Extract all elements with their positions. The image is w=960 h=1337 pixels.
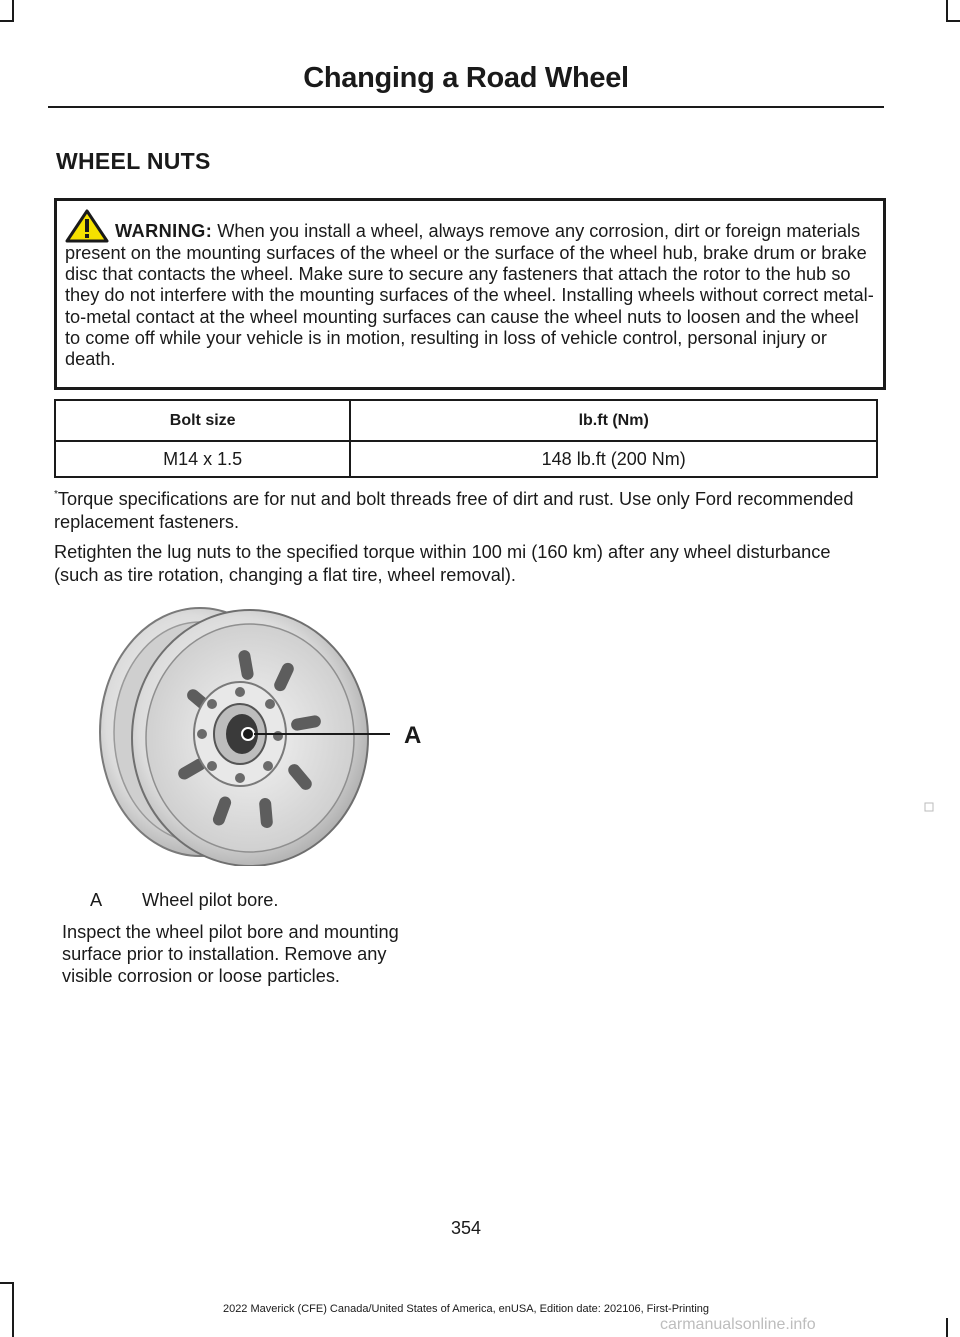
- crop-mark: [946, 1318, 948, 1337]
- torque-spec-table: [54, 399, 878, 478]
- warning-text: When you install a wheel, always remove any corrosion, dirt or foreign materials present on the mounting surfaces of the wheel or the surface of the wheel hub, brake drum or brake disc that contacts the wheel. Make sure to secure any fasteners that attach the rotor to the hub so they do not interfere with the mounting surfaces of the wheel. Installing wheels without correct metal-to-metal contact at the wheel mounting surfaces can cause the wheel nuts to loosen and the wheel to come off while your vehicle is in motion, resulting in loss of vehicle control, personal injury or death.: [65, 221, 874, 370]
- edition-footer: 2022 Maverick (CFE) Canada/United States of America, enUSA, Edition date: 202106, First-Printing: [222, 1303, 710, 1315]
- crop-mark: [12, 0, 14, 22]
- asterisk-mark: *: [54, 489, 58, 500]
- inspect-paragraph: Inspect the wheel pilot bore and mounting surface prior to installation. Remove any visible corrosion or loose particles.: [62, 922, 399, 986]
- torque-cell: 148 lb.ft (200 Nm): [350, 441, 877, 477]
- watermark: carmanualsonline.info: [660, 1316, 816, 1333]
- wheel-pilot-bore-figure: [90, 604, 440, 866]
- crop-mark: [0, 1282, 14, 1284]
- title-rule: [48, 106, 884, 108]
- bolt-size-cell: M14 x 1.5: [55, 441, 350, 477]
- crop-mark: [946, 0, 948, 22]
- crop-mark: [0, 20, 14, 22]
- caption-letter: A: [90, 890, 103, 910]
- header-bolt-size: Bolt size: [55, 400, 350, 441]
- callout-label-a: A: [404, 722, 422, 749]
- table-header-row: [55, 400, 877, 441]
- page-title: Changing a Road Wheel: [303, 62, 629, 94]
- torque-note: [54, 484, 874, 533]
- figure-reference-mark: [922, 800, 936, 814]
- table-row: [55, 441, 877, 477]
- caption-text: Wheel pilot bore.: [142, 890, 279, 910]
- warning-label: WARNING:: [115, 221, 213, 241]
- retighten-note: Retighten the lug nuts to the specified torque within 100 mi (160 km) after any wheel disturbance (such as tire rotation, changing a flat tire, wheel removal).: [54, 542, 831, 585]
- warning-triangle-icon: [65, 209, 109, 243]
- warning-box: [54, 198, 886, 390]
- torque-note-text: Torque specifications are for nut and bolt threads free of dirt and rust. Use only Ford recommended replacement fasteners.: [54, 489, 854, 532]
- section-heading: WHEEL NUTS: [56, 148, 211, 174]
- header-torque: lb.ft (Nm): [350, 400, 877, 441]
- crop-mark: [946, 20, 960, 22]
- page-number: 354: [450, 1218, 482, 1238]
